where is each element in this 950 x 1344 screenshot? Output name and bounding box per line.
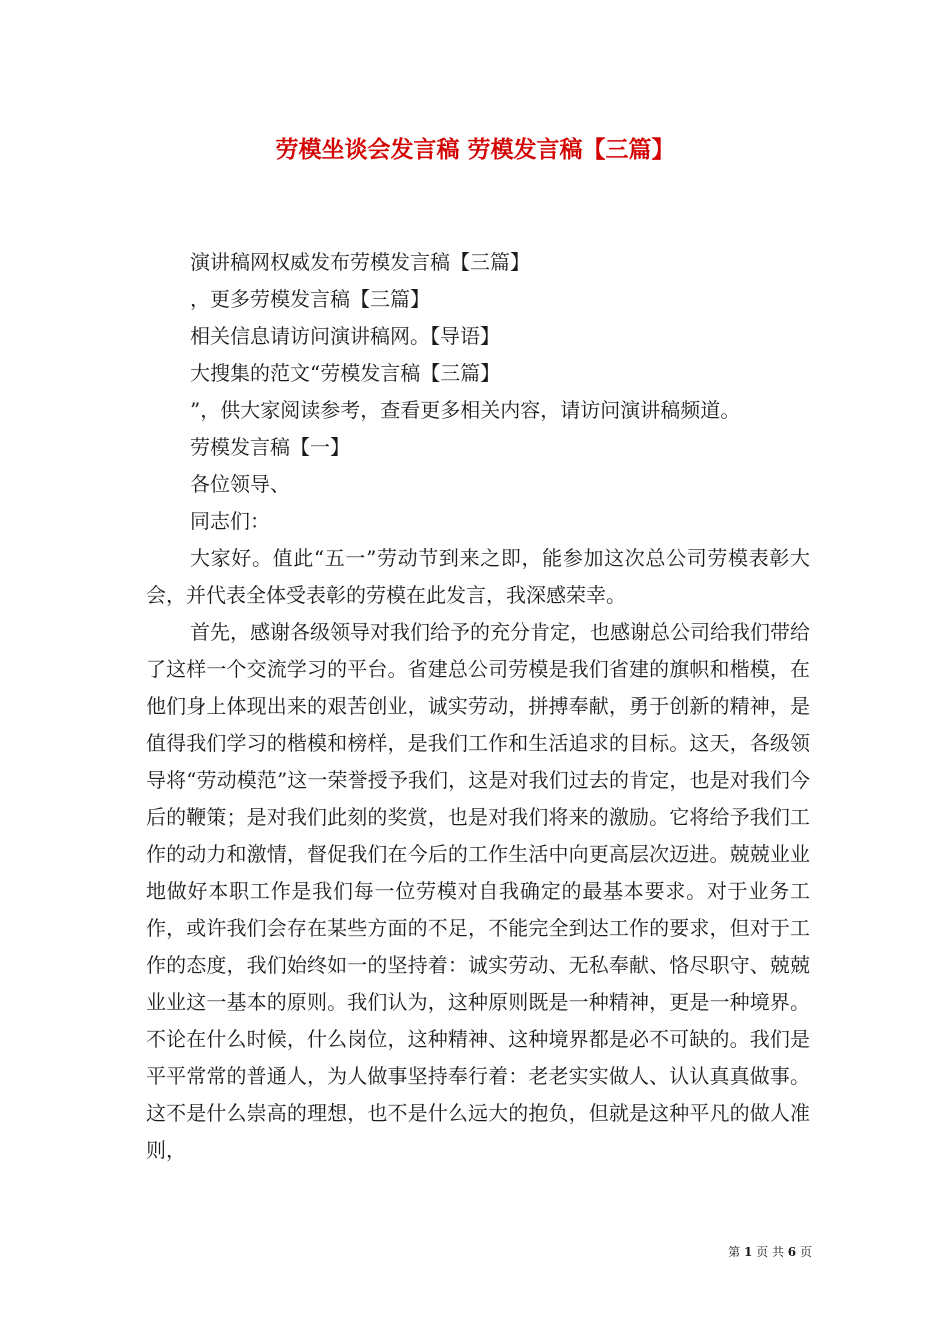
body-line: 大搜集的范文“劳模发言稿【三篇】	[190, 361, 501, 385]
salutation-line: 各位领导、	[190, 472, 290, 496]
document-title: 劳模坐谈会发言稿 劳模发言稿【三篇】	[275, 136, 675, 163]
footer-suffix: 页	[799, 1245, 812, 1259]
body-paragraph: 大家好。值此“五一”劳动节到来之即，能参加这次总公司劳模表彰大会，并代表全体受表彰的劳模在此发言，我深感荣幸。	[146, 546, 810, 607]
section-heading: 劳模发言稿【一】	[190, 435, 350, 459]
body-paragraph: 首先，感谢各级领导对我们给予的充分肯定，也感谢总公司给我们带给了这样一个交流学习的平台。省建总公司劳模是我们省建的旗帜和楷模，在他们身上体现出来的艰苦创业，诚实劳动，拼搏奉献，勇于创新的精神，是值得我们学习的楷模和榜样，是我们工作和生活追求的目标。这天，各级领导将“劳动模范”这一荣誉授予我们，这是对我们过去的肯定，也是对我们今后的鞭策；是对我们此刻的奖赏，也是对我们将来的激励。它将给予我们工作的动力和激情，督促我们在今后的工作生活中向更高层次迈进。兢兢业业地做好本职工作是我们每一位劳模对自我确定的最基本要求。对于业务工作，或许我们会存在某些方面的不足，不能完全到达工作的要求，但对于工作的态度，我们始终如一的坚持着：诚实劳动、无私奉献、恪尽职守、兢兢业业这一基本的原则。我们认为，这种原则既是一种精神，更是一种境界。不论在什么时候，什么岗位，这种精神、这种境界都是必不可缺的。我们是平平常常的普通人，为人做事坚持奉行着：老老实实做人、认认真真做事。这不是什么崇高的理想，也不是什么远大的抱负，但就是这种平凡的做人准则，	[146, 620, 810, 1162]
document-body	[146, 244, 810, 1169]
body-line: 演讲稿网权威发布劳模发言稿【三篇】	[190, 250, 530, 274]
current-page-number: 1	[743, 1245, 753, 1259]
body-line: 相关信息请访问演讲稿网。【导语】	[190, 324, 500, 348]
body-line: ，更多劳模发言稿【三篇】	[190, 287, 430, 311]
footer-middle: 页 共	[756, 1245, 784, 1259]
footer-prefix: 第	[728, 1245, 741, 1259]
body-line: ”，供大家阅读参考，查看更多相关内容，请访问演讲稿频道。	[190, 398, 741, 422]
salutation-line: 同志们：	[190, 509, 270, 533]
total-page-count: 6	[787, 1245, 797, 1259]
page-number-footer	[640, 1244, 812, 1260]
